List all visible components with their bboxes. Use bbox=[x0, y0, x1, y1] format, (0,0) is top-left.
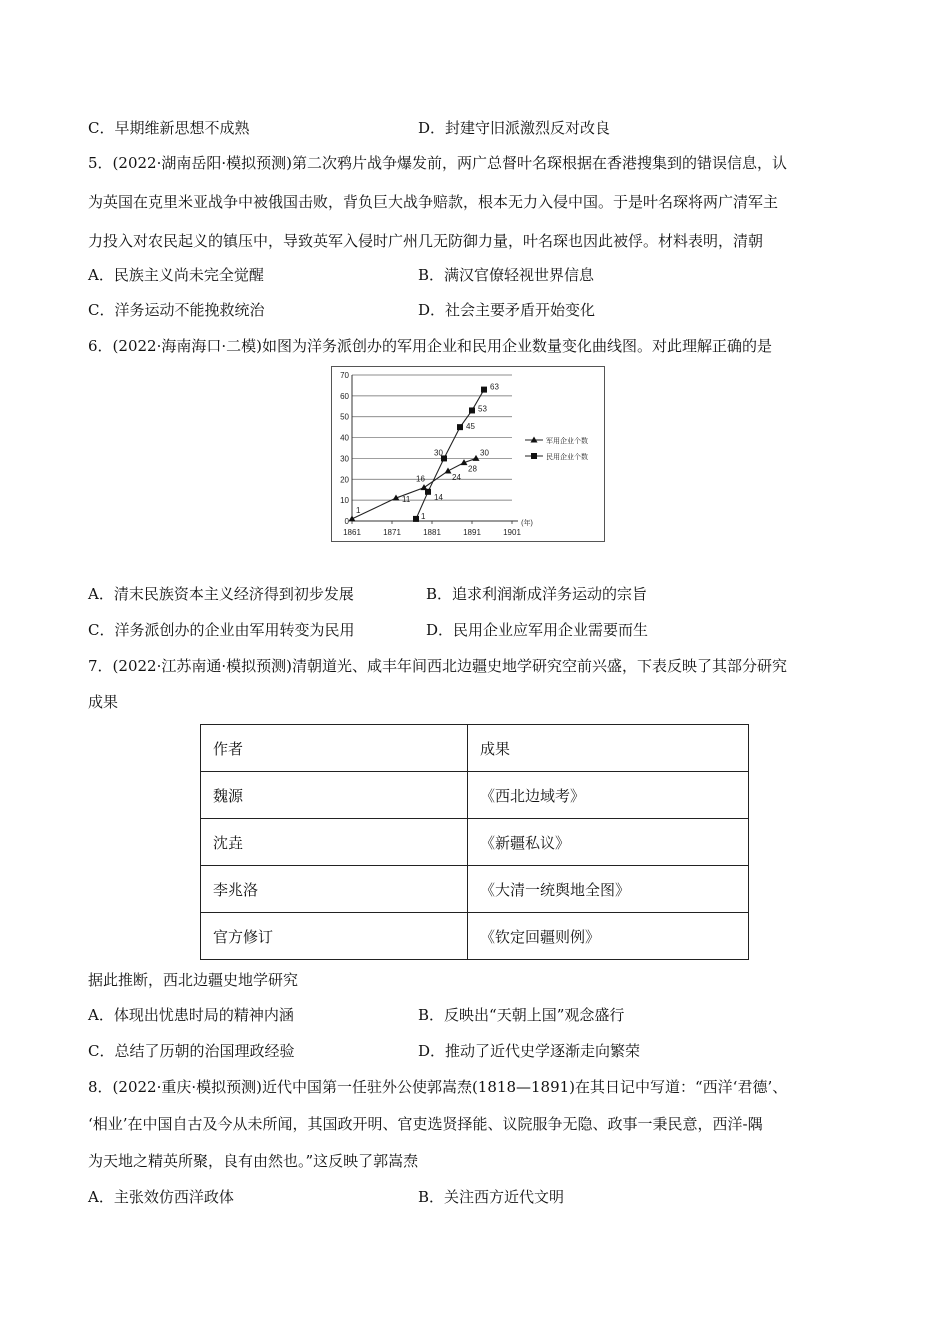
data-label: 30 bbox=[434, 448, 443, 458]
series-line-1 bbox=[352, 458, 476, 518]
table-header-result: 成果 bbox=[468, 725, 749, 772]
q4-option-c[interactable]: C．早期维新思想不成熟 bbox=[88, 119, 250, 137]
table-header-row bbox=[201, 725, 749, 772]
q5-stem-line-3: 力投入对农民起义的镇压中，导致英军入侵时广州几无防御力量，叶名琛也因此被俘。材料表明，清朝 bbox=[88, 232, 764, 250]
q7-option-a[interactable]: A．体现出忧患时局的精神内涵 bbox=[88, 1006, 294, 1024]
data-label: 45 bbox=[466, 422, 475, 432]
x-tick-label: 1901 bbox=[503, 528, 521, 537]
table-row bbox=[201, 866, 749, 913]
table-cell-author: 魏源 bbox=[201, 772, 468, 819]
table-row bbox=[201, 819, 749, 866]
y-tick-label: 50 bbox=[340, 412, 349, 422]
data-label: 1 bbox=[356, 505, 361, 515]
legend-label: 军用企业个数 bbox=[546, 438, 588, 445]
table-row bbox=[201, 772, 749, 819]
x-tick-label: 1881 bbox=[423, 528, 441, 537]
q5-option-b[interactable]: B．满汉官僚轻视世界信息 bbox=[418, 266, 595, 284]
q8-stem-line-2: ‘相业’在中国自古及今从未所闻，其国政开明、官吏选贤择能、议院服争无隐、政事一秉民意，西洋-隅 bbox=[88, 1115, 763, 1133]
q6-stem: 6．(2022·海南海口·二模)如图为洋务派创办的军用企业和民用企业数量变化曲线图。对此理解正确的是 bbox=[88, 337, 772, 355]
data-label: 30 bbox=[480, 448, 489, 458]
q7-option-c[interactable]: C．总结了历朝的治国理政经验 bbox=[88, 1042, 295, 1060]
q8-stem-line-1: 8．(2022·重庆·模拟预测)近代中国第一任驻外公使郭嵩焘(1818—1891)在其日记中写道：“西洋‘君德’、 bbox=[88, 1078, 788, 1096]
table-cell-result: 《西北边域考》 bbox=[468, 772, 749, 819]
x-tick-label: 1891 bbox=[463, 528, 481, 537]
data-point bbox=[349, 515, 356, 521]
data-label: 28 bbox=[468, 464, 477, 474]
table-row bbox=[201, 913, 749, 960]
q5-option-c[interactable]: C．洋务运动不能挽救统治 bbox=[88, 301, 265, 319]
data-point bbox=[413, 516, 419, 522]
q7-option-b[interactable]: B．反映出“天朝上国”观念盛行 bbox=[418, 1006, 625, 1024]
table-header-author: 作者 bbox=[201, 725, 468, 772]
y-tick-label: 70 bbox=[340, 371, 349, 380]
table-cell-author: 沈垚 bbox=[201, 819, 468, 866]
y-tick-label: 60 bbox=[340, 391, 349, 401]
q5-stem-line-1: 5．(2022·湖南岳阳·模拟预测)第二次鸦片战争爆发前，两广总督叶名琛根据在香港搜集到的错误信息，认 bbox=[88, 154, 787, 172]
data-label: 53 bbox=[478, 404, 487, 414]
q7-inference: 据此推断，西北边疆史地学研究 bbox=[88, 971, 299, 989]
enterprise-count-chart-svg bbox=[332, 367, 604, 541]
q7-option-d[interactable]: D．推动了近代史学逐渐走向繁荣 bbox=[418, 1042, 641, 1060]
y-tick-label: 40 bbox=[340, 433, 349, 443]
q6-option-a[interactable]: A．清末民族资本主义经济得到初步发展 bbox=[88, 585, 354, 603]
y-tick-label: 30 bbox=[340, 454, 349, 464]
q7-stem-line-2: 成果 bbox=[88, 693, 119, 711]
table-cell-author: 李兆洛 bbox=[201, 866, 468, 913]
q5-stem-line-2: 为英国在克里米亚战争中被俄国击败，背负巨大战争赔款，根本无力入侵中国。于是叶名琛将两广清军主 bbox=[88, 193, 779, 211]
data-point bbox=[445, 467, 452, 473]
data-point bbox=[469, 407, 475, 413]
q6-option-b[interactable]: B．追求利润渐成洋务运动的宗旨 bbox=[426, 585, 648, 603]
table-cell-result: 《钦定回疆则例》 bbox=[468, 913, 749, 960]
data-point bbox=[425, 489, 431, 495]
q6-option-d[interactable]: D．民用企业应军用企业需要而生 bbox=[426, 621, 649, 639]
q8-stem-line-3: 为天地之精英所聚，良有由然也。”这反映了郭嵩焘 bbox=[88, 1152, 419, 1170]
data-label: 16 bbox=[416, 474, 425, 484]
q7-stem-line-1: 7．(2022·江苏南通·模拟预测)清朝道光、咸丰年间西北边疆史地学研究空前兴盛，下表反映了其部分研究 bbox=[88, 657, 787, 675]
q5-option-d[interactable]: D．社会主要矛盾开始变化 bbox=[418, 301, 596, 319]
q8-option-b[interactable]: B．关注西方近代文明 bbox=[418, 1188, 565, 1206]
data-label: 14 bbox=[434, 492, 443, 502]
legend-marker bbox=[531, 453, 537, 459]
q8-option-a[interactable]: A．主张效仿西洋政体 bbox=[88, 1188, 234, 1206]
y-tick-label: 20 bbox=[340, 475, 349, 485]
q4-option-d[interactable]: D．封建守旧派激烈反对改良 bbox=[418, 119, 611, 137]
table-cell-result: 《大清一统舆地全图》 bbox=[468, 866, 749, 913]
data-point bbox=[481, 387, 487, 393]
data-label: 11 bbox=[402, 495, 411, 505]
q5-option-a[interactable]: A．民族主义尚未完全觉醒 bbox=[88, 266, 264, 284]
research-table bbox=[200, 724, 749, 960]
x-tick-label: 1861 bbox=[343, 528, 361, 537]
x-axis-label: (年) bbox=[521, 520, 533, 527]
y-tick-label: 0 bbox=[344, 517, 349, 526]
enterprise-count-chart bbox=[331, 366, 605, 542]
data-label: 24 bbox=[452, 472, 461, 482]
data-label: 63 bbox=[490, 382, 499, 392]
y-tick-label: 10 bbox=[340, 496, 349, 506]
data-point bbox=[457, 424, 463, 430]
q6-option-c[interactable]: C．洋务派创办的企业由军用转变为民用 bbox=[88, 621, 355, 639]
legend-label: 民用企业个数 bbox=[546, 454, 588, 461]
data-point bbox=[473, 455, 480, 461]
table-cell-result: 《新疆私议》 bbox=[468, 819, 749, 866]
data-label: 1 bbox=[421, 511, 426, 521]
table-cell-author: 官方修订 bbox=[201, 913, 468, 960]
x-tick-label: 1871 bbox=[383, 528, 401, 537]
